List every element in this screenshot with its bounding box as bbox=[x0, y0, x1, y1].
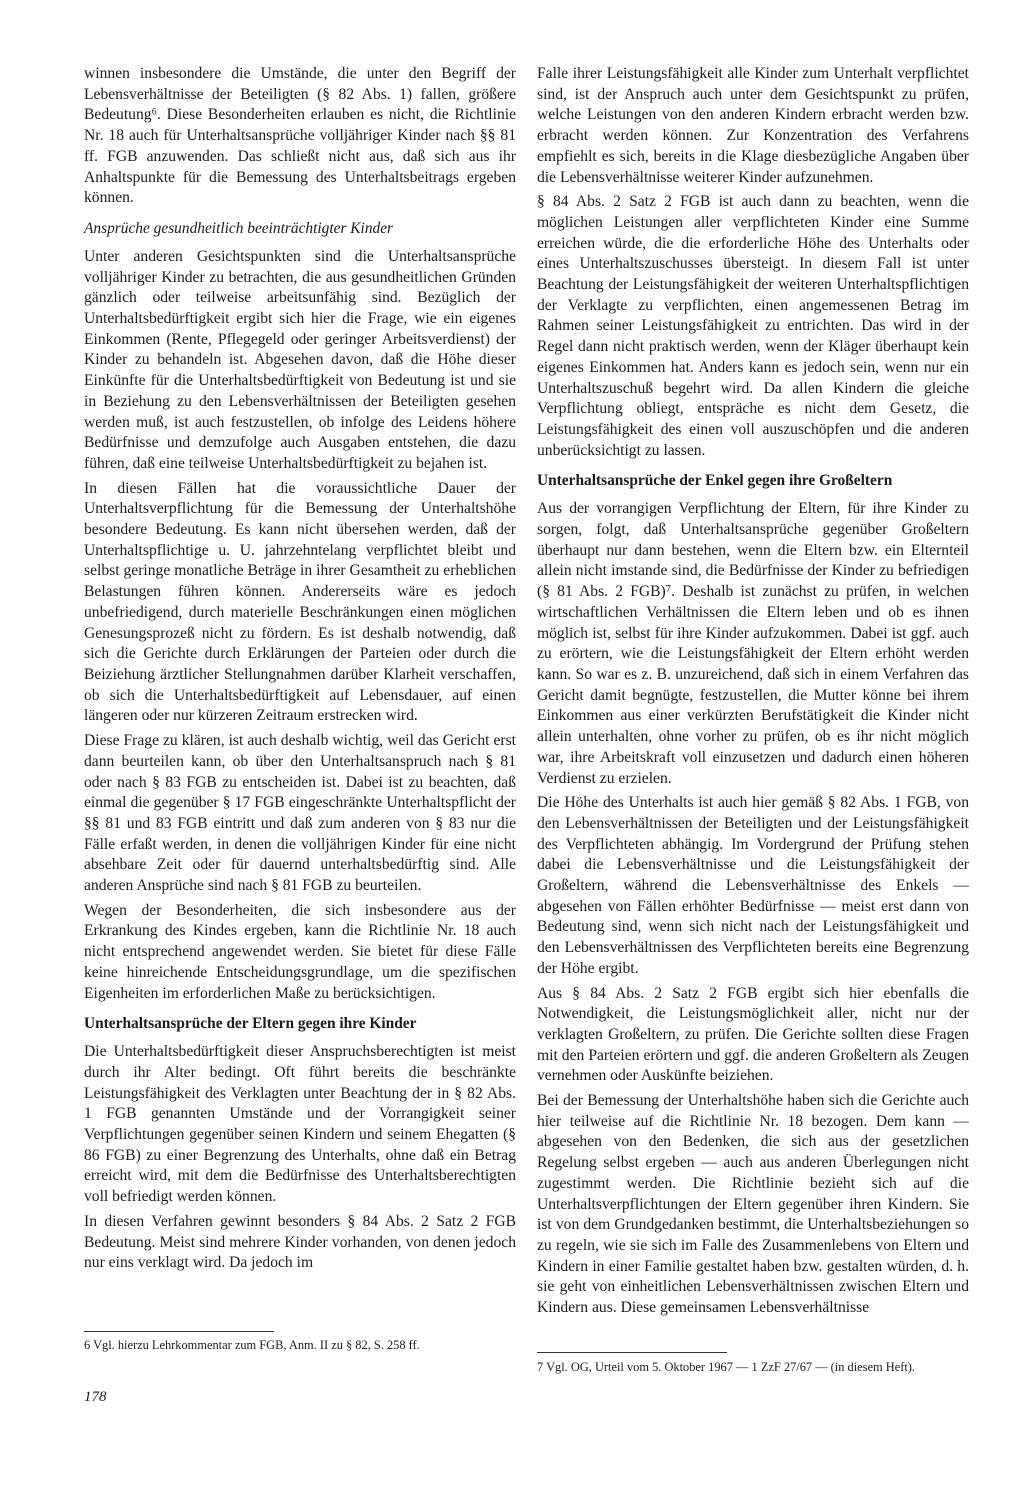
paragraph: In diesen Fällen hat die voraussichtliche Dauer der Unterhaltsverpflichtung für die Bemessung der Unterhaltshöhe besondere Bedeutung. Es kann nicht übersehen werden, daß der Unterhaltspflichtige u. U. jahrzehntelang verpflichtet bleibt und selbst geringe monatliche Beträge in ihrer Gesamtheit zu erheblichen Belastungen führen können. Andererseits wäre es jedoch unbefriedigend, durch materielle Beschränkungen einen möglichen Genesungsprozeß nicht zu fördern. Es ist deshalb notwendig, daß sich die Gerichte durch Erklärungen der Parteien oder durch die Beiziehung ärztlicher Stellungnahmen darüber Klarheit verschaffen, ob sich die Unterhaltsbedürftigkeit auf Lebensdauer, auf einen längeren oder nur kürzeren Zeitraum erstrecken wird. bbox=[84, 479, 516, 725]
paragraph: § 84 Abs. 2 Satz 2 FGB ist auch dann zu beachten, wenn die möglichen Leistungen aller verpflichteten Kinder eine Summe erreichen würde, die die erforderliche Höhe des Unterhalts oder eines Unterhaltszuschusses übersteigt. In diesem Fall ist unter Beachtung der Leistungsfähigkeit der weiteren Unterhaltspflichtigen der Verklagte zu verpflichten, einen angemessenen Betrag im Rahmen seiner Leistungsfähigkeit zu entrichten. Das wird in der Regel dann nicht praktisch werden, wenn der Kläger überhaupt kein eigenes Einkommen hat. Anders kann es jedoch sein, wenn nur ein Unterhaltszuschuß begehrt wird. Da allen Kindern die gleiche Verpflichtung obliegt, entspräche es nicht dem Gesetz, die Leistungsfähigkeit des einen voll auszuschöpfen und die anderen unberücksichtigt zu lassen. bbox=[537, 193, 969, 459]
paragraph: Aus der vorrangigen Verpflichtung der Eltern, für ihre Kinder zu sorgen, folgt, daß Unterhaltsansprüche gegenüber Großeltern überhaupt nur dann bestehen, wenn die Eltern bzw. ein Elternteil allein nicht imstande sind, die Bedürfnisse der Kinder zu befriedigen (§ 81 Abs. 2 FGB)⁷. Deshalb ist zunächst zu prüfen, in welchen wirtschaftlichen Verhältnissen die Eltern leben und ob es ihnen möglich ist, selbst für ihre Kinder aufzukommen. Dabei ist ggf. auch zu erörtern, wie die Leistungsfähigkeit der Eltern erhöht werden kann. So war es z. B. unzureichend, daß sich in einem Verfahren das Gericht damit begnügte, festzustellen, die Mutter könne bei ihrem Einkommen aus einer verkürzten Berufstätigkeit die Kinder nicht allein unterhalten, ohne vorher zu prüfen, ob es ihr nicht möglich war, ihre Arbeitskraft voll einzusetzen und dadurch einen höheren Verdienst zu erzielen. bbox=[537, 500, 969, 787]
paragraph: Die Höhe des Unterhalts ist auch hier gemäß § 82 Abs. 1 FGB, von den Lebensverhältnissen der Beteiligten und der Leistungsfähigkeit des Verpflichteten abhängig. Im Vordergrund der Prüfung stehen dabei die Lebensverhältnisse und die Leistungsfähigkeit der Großeltern, während die Lebensverhältnisse des Enkels — abgesehen von Fällen erhöhter Bedürfnisse — meist erst dann von Bedeutung sind, wenn sich nicht nach der Leistungsfähigkeit und den Lebensverhältnissen des Verpflichteten bereits eine Begrenzung der Höhe ergibt. bbox=[537, 794, 969, 977]
paragraph: Die Unterhaltsbedürftigkeit dieser Anspruchsberechtigten ist meist durch ihr Alter bedingt. Oft führt bereits die beschränkte Leistungsfähigkeit des Verklagten unter Beachtung der in § 82 Abs. 1 FGB genannten Umstände und der Vorrangigkeit seiner Verpflichtungen gegenüber seinen Kindern und seinem Ehegatten (§ 86 FGB) zu einer Begrenzung des Unterhalts, ohne daß ein Betrag erreicht wird, mit dem die Bedürfnisse des Unterhaltsberechtigten voll befriedigt werden können. bbox=[84, 1043, 516, 1206]
page-number: 178 bbox=[84, 1389, 107, 1405]
footnote-7: 7 Vgl. OG, Urteil vom 5. Oktober 1967 — 1 ZzF 27/67 — (in diesem Heft). bbox=[537, 1360, 915, 1374]
footnote-rule bbox=[537, 1352, 727, 1353]
section-heading: Unterhaltsansprüche der Enkel gegen ihre Großeltern bbox=[537, 472, 893, 490]
paragraph: Falle ihrer Leistungsfähigkeit alle Kinder zum Unterhalt verpflichtet sind, ist der Anspruch auch unter dem Gesichtspunkt zu prüfen, welche Leistungen von den anderen Kindern erbracht werden bzw. erbracht werden können. Zur Konzentration des Verfahrens empfiehlt es sich, bereits in die Klage diesbezügliche Angaben über die Lebensverhältnisse weiterer Kinder aufzunehmen. bbox=[537, 65, 969, 186]
paragraph: Unter anderen Gesichtspunkten sind die Unterhaltsansprüche volljähriger Kinder zu betrachten, die aus gesundheitlichen Gründen gänzlich oder teilweise arbeitsunfähig sind. Bezüglich der Unterhaltsbedürftigkeit ergibt sich hier die Frage, wie ein eigenes Einkommen (Rente, Pflegegeld oder geringer Arbeitsverdienst) der Kinder zu behandeln ist. Abgesehen davon, daß die Höhe dieser Einkünfte für die Unterhaltsbedürftigkeit von Bedeutung ist und sie in Beziehung zu den Lebensverhältnissen der Beteiligten gesehen werden muß, ist auch festzustellen, ob infolge des Leidens höhere Bedürfnisse und demzufolge auch Ausgaben entstehen, die dazu führen, daß eine teilweise Unterhaltsbedürftigkeit zu bejahen ist. bbox=[84, 247, 516, 472]
left-column bbox=[84, 64, 516, 1278]
paragraph: Bei der Bemessung der Unterhaltshöhe haben sich die Gerichte auch hier teilweise auf die Richtlinie Nr. 18 bezogen. Dem kann — abgesehen von den Bedenken, die sich aus der gesetzlichen Regelung selbst ergeben — auch aus anderen Überlegungen nicht zugestimmt werden. Die Richtlinie bezieht sich auf die Unterhaltsverpflichtungen der Eltern gegenüber ihren Kindern. Sie ist von dem Grundgedanken bestimmt, die Unterhaltsbeziehungen so zu regeln, wie sie sich im Falle des Zusammenlebens von Eltern und Kindern in einer Familie gestaltet haben bzw. gestalten würden, d. h. sie geht von einheitlichen Lebensverhältnissen zwischen Eltern und Kindern aus. Diese gemeinsamen Lebensverhältnisse bbox=[537, 1092, 969, 1317]
footnote-rule bbox=[84, 1331, 274, 1332]
section-heading: Unterhaltsansprüche der Eltern gegen ihre Kinder bbox=[84, 1015, 417, 1033]
right-column bbox=[537, 64, 969, 1323]
paragraph: Diese Frage zu klären, ist auch deshalb wichtig, weil das Gericht erst dann beurteilen kann, ob über den Unterhaltsanspruch nach § 81 oder nach § 83 FGB zu entscheiden ist. Dabei ist zu beachten, daß einmal die gegenüber § 17 FGB eingeschränkte Unterhaltspflicht der §§ 81 und 83 FGB eintritt und daß zum anderen von § 83 nur die Fälle erfaßt werden, in denen die volljährigen Kinder für eine nicht absehbare Zeit oder für dauernd unterhaltsbedürftig sind. Alle anderen Ansprüche sind nach § 81 FGB zu beurteilen. bbox=[84, 732, 516, 895]
section-heading: Ansprüche gesundheitlich beeinträchtigter Kinder bbox=[84, 219, 394, 237]
paragraph: In diesen Verfahren gewinnt besonders § 84 Abs. 2 Satz 2 FGB Bedeutung. Meist sind mehrere Kinder vorhanden, von denen jedoch nur eins verklagt wird. Da jedoch im bbox=[84, 1212, 516, 1272]
footnote-6: 6 Vgl. hierzu Lehrkommentar zum FGB, Anm. II zu § 82, S. 258 ff. bbox=[84, 1338, 420, 1352]
paragraph: Wegen der Besonderheiten, die sich insbesondere aus der Erkrankung des Kindes ergeben, kann die Richtlinie Nr. 18 auch nicht entsprechend angewendet werden. Sie bietet für diese Fälle keine hinreichende Entscheidungsgrundlage, um die spezifischen Eigenheiten im erforderlichen Maße zu berücksichtigen. bbox=[84, 901, 516, 1002]
paragraph: winnen insbesondere die Umstände, die unter den Begriff der Lebensverhältnisse der Beteiligten (§ 82 Abs. 1) fallen, größere Bedeutung⁶. Diese Besonderheiten erlauben es nicht, die Richtlinie Nr. 18 auch für Unterhaltsansprüche volljähriger Kinder nach §§ 81 ff. FGB anzuwenden. Das schließt nicht aus, daß sich aus ihr Anhaltspunkte für die Bemessung des Unterhaltsbeitrags ergeben können. bbox=[84, 65, 516, 207]
paragraph: Aus § 84 Abs. 2 Satz 2 FGB ergibt sich hier ebenfalls die Notwendigkeit, die Leistungsmöglichkeit aller, nicht nur der verklagten Großeltern, zu prüfen. Die Gerichte sollten diese Fragen mit den Parteien erörtern und ggf. die anderen Großeltern als Zeugen vernehmen oder Auskünfte beiziehen. bbox=[537, 984, 969, 1085]
